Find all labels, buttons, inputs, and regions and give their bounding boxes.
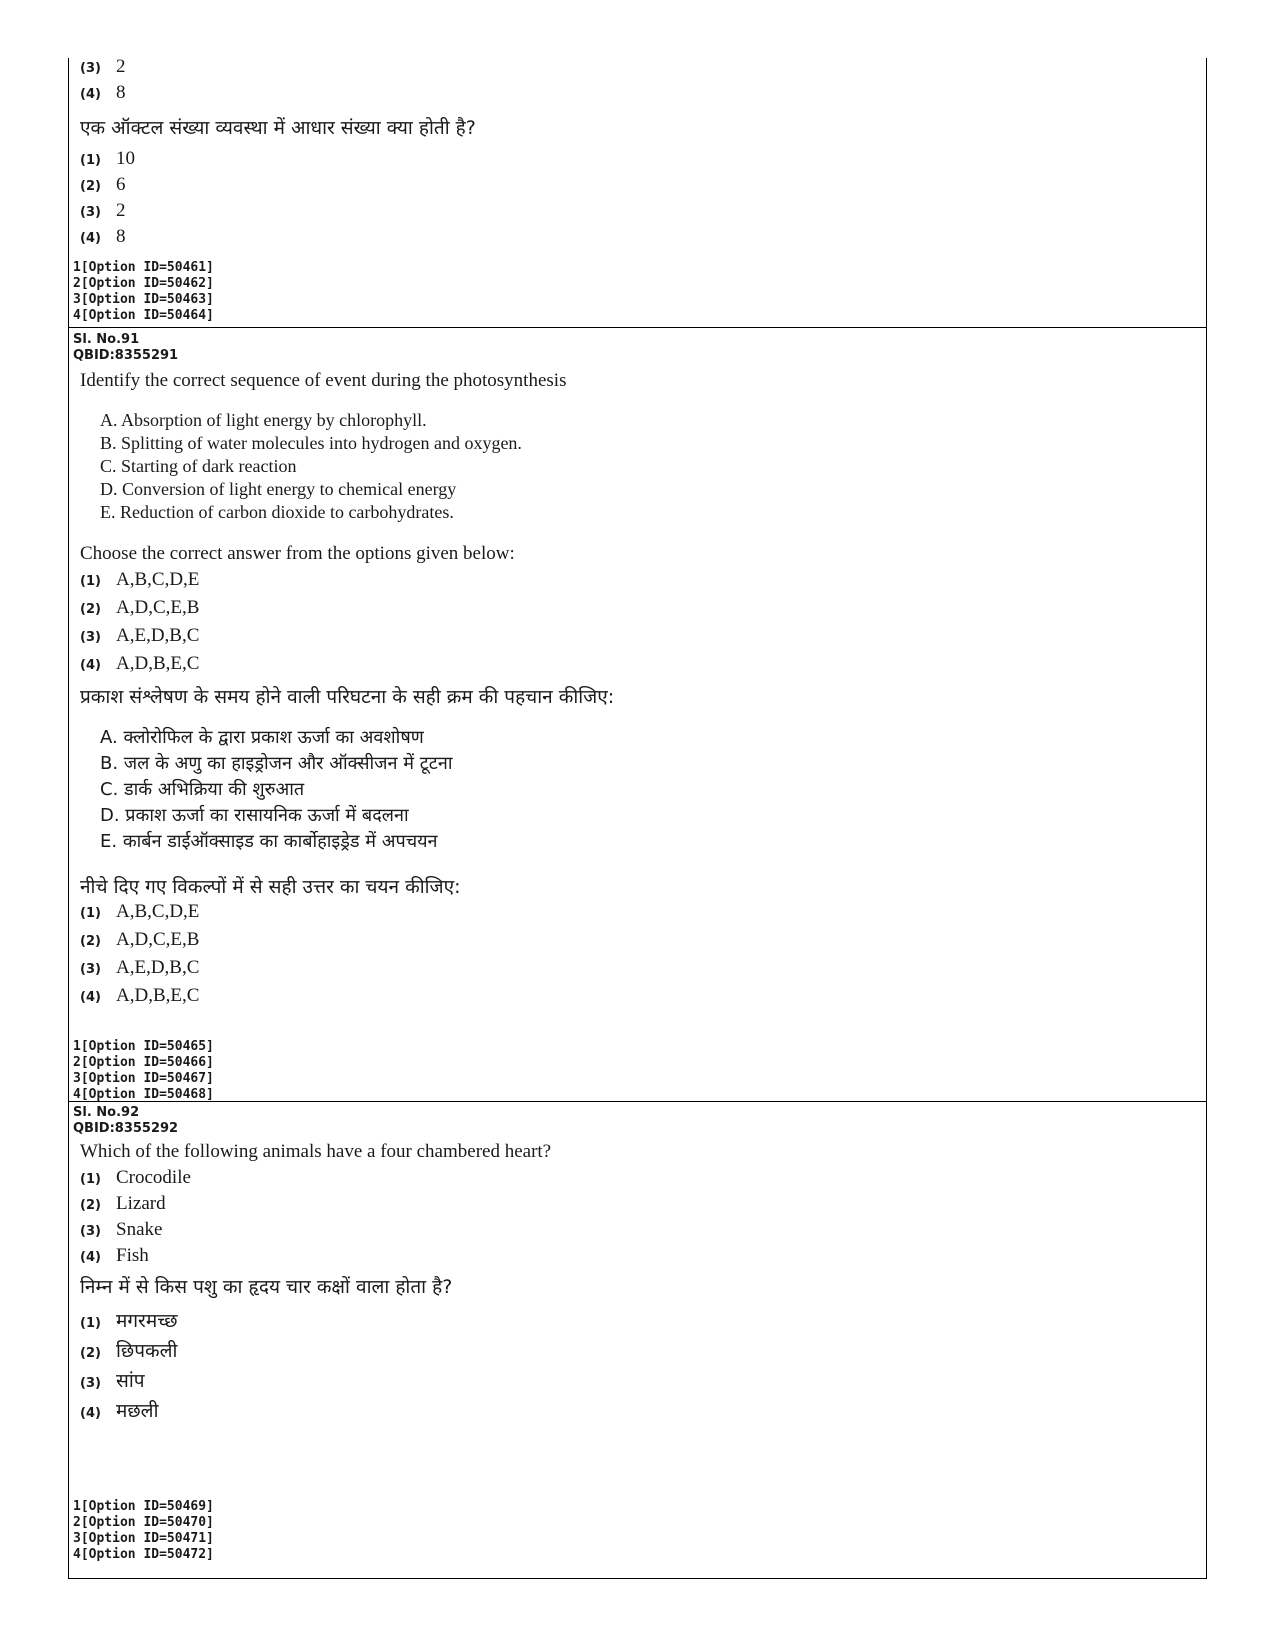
- option-number: (4): [80, 1250, 101, 1265]
- option-item: [80, 174, 1206, 200]
- option-number: (2): [80, 934, 101, 949]
- option-text: Crocodile: [116, 1167, 191, 1188]
- option-number: (1): [80, 153, 101, 168]
- option-id: 1[Option ID=50469]: [73, 1499, 214, 1514]
- option-item: [80, 56, 1206, 82]
- option-item: [80, 625, 1206, 653]
- option-text: 2: [116, 56, 126, 77]
- option-item: [80, 929, 1206, 957]
- option-number: (2): [80, 179, 101, 194]
- option-text: A,E,D,B,C: [116, 625, 200, 646]
- option-number: (3): [80, 1376, 101, 1391]
- option-number: (2): [80, 1346, 101, 1361]
- statement-item: E. Reduction of carbon dioxide to carbohydrates.: [100, 502, 454, 522]
- option-id: 4[Option ID=50472]: [73, 1547, 214, 1562]
- option-id-list: [69, 1039, 214, 1103]
- option-number: (3): [80, 205, 101, 220]
- option-item: [80, 200, 1206, 226]
- option-number: (1): [80, 574, 101, 589]
- option-id: 4[Option ID=50464]: [73, 308, 214, 323]
- option-id-list: [69, 1499, 214, 1563]
- option-text: A,D,C,E,B: [116, 929, 200, 950]
- option-item: [80, 1367, 1206, 1397]
- option-number: (3): [80, 962, 101, 977]
- question-text: Identify the correct sequence of event during the photosynthesis: [80, 370, 567, 391]
- option-list-hindi: [69, 1307, 1206, 1427]
- statement-list: [69, 409, 1206, 524]
- option-number: (1): [80, 906, 101, 921]
- section-divider: [69, 327, 1206, 328]
- option-item: [80, 1337, 1206, 1367]
- option-item: [80, 1167, 1206, 1193]
- instruction-text-hindi: नीचे दिए गए विकल्पों में से सही उत्तर का चयन कीजिए:: [80, 876, 461, 898]
- question-text-hindi: प्रकाश संश्लेषण के समय होने वाली परिघटना के सही क्रम की पहचान कीजिए:: [80, 686, 615, 708]
- option-item: [80, 597, 1206, 625]
- statement-item: B. Splitting of water molecules into hydrogen and oxygen.: [100, 433, 522, 453]
- option-text: 8: [116, 82, 126, 103]
- statement-item: B. जल के अणु का हाइड्रोजन और ऑक्सीजन में टूटना: [100, 753, 453, 774]
- option-number: (4): [80, 658, 101, 673]
- option-text: 6: [116, 174, 126, 195]
- option-number: (3): [80, 61, 101, 76]
- option-number: (3): [80, 630, 101, 645]
- section-divider: [69, 1101, 1206, 1102]
- option-text: A,D,C,E,B: [116, 597, 200, 618]
- option-number: (1): [80, 1172, 101, 1187]
- option-id: 2[Option ID=50470]: [73, 1515, 214, 1530]
- option-text: 8: [116, 226, 126, 247]
- statement-item: A. Absorption of light energy by chlorophyll.: [100, 410, 427, 430]
- serial-number: Sl. No.92: [73, 1105, 140, 1120]
- option-item: [80, 1307, 1206, 1337]
- option-text: A,E,D,B,C: [116, 957, 200, 978]
- option-id: 3[Option ID=50467]: [73, 1071, 214, 1086]
- option-item: [80, 1397, 1206, 1427]
- option-text: 10: [116, 148, 135, 169]
- option-text: A,B,C,D,E: [116, 901, 200, 922]
- option-item: [80, 1219, 1206, 1245]
- option-id-list: [69, 260, 214, 324]
- qbid: QBID:8355291: [73, 348, 179, 363]
- question-sheet: [68, 58, 1207, 1579]
- question-block-92: [69, 1105, 1206, 1562]
- option-id: 1[Option ID=50461]: [73, 260, 214, 275]
- option-text: छिपकली: [116, 1340, 178, 1362]
- option-item: [80, 653, 1206, 681]
- option-list-hindi: [69, 901, 1206, 1013]
- option-number: (2): [80, 602, 101, 617]
- option-item: [80, 985, 1206, 1013]
- option-text: सांप: [116, 1370, 145, 1392]
- statement-item: D. प्रकाश ऊर्जा का रासायनिक ऊर्जा में बदलना: [100, 805, 409, 826]
- option-text: Fish: [116, 1245, 149, 1266]
- option-list: [69, 569, 1206, 681]
- option-id: 1[Option ID=50465]: [73, 1039, 214, 1054]
- statement-item: C. Starting of dark reaction: [100, 456, 297, 476]
- option-id: 4[Option ID=50468]: [73, 1087, 214, 1102]
- option-id: 2[Option ID=50466]: [73, 1055, 214, 1070]
- statement-item: A. क्लोरोफिल के द्वारा प्रकाश ऊर्जा का अवशोषण: [100, 727, 424, 748]
- option-text: A,B,C,D,E: [116, 569, 200, 590]
- option-number: (3): [80, 1224, 101, 1239]
- question-text: Which of the following animals have a four chambered heart?: [80, 1141, 552, 1162]
- option-id: 3[Option ID=50463]: [73, 292, 214, 307]
- option-text: मछली: [116, 1400, 159, 1422]
- instruction-text: Choose the correct answer from the options given below:: [80, 543, 515, 564]
- option-id: 2[Option ID=50462]: [73, 276, 214, 291]
- option-item: [80, 226, 1206, 252]
- option-item: [80, 957, 1206, 985]
- option-number: (4): [80, 990, 101, 1005]
- option-text: A,D,B,E,C: [116, 985, 200, 1006]
- statement-item: E. कार्बन डाईऑक्साइड का कार्बोहाइड्रेड में अपचयन: [100, 831, 438, 852]
- option-number: (4): [80, 231, 101, 246]
- option-item: [80, 148, 1206, 174]
- statement-item: D. Conversion of light energy to chemical energy: [100, 479, 457, 499]
- option-number: (1): [80, 1316, 101, 1331]
- option-list: [69, 1167, 1206, 1271]
- option-item: [80, 1245, 1206, 1271]
- option-number: (4): [80, 1406, 101, 1421]
- option-item: [80, 901, 1206, 929]
- option-text: 2: [116, 200, 126, 221]
- option-item: [80, 82, 1206, 110]
- option-number: (4): [80, 87, 101, 102]
- question-text-hindi: एक ऑक्टल संख्या व्यवस्था में आधार संख्या क्या होती है?: [80, 117, 476, 139]
- question-text-hindi: निम्न में से किस पशु का हृदय चार कक्षों वाला होता है?: [80, 1276, 453, 1298]
- option-id: 3[Option ID=50471]: [73, 1531, 214, 1546]
- question-block-90: [69, 56, 1206, 323]
- statement-item: C. डार्क अभिक्रिया की शुरुआत: [100, 779, 305, 800]
- option-text: मगरमच्छ: [116, 1310, 178, 1332]
- option-item: [80, 569, 1206, 597]
- option-number: (2): [80, 1198, 101, 1213]
- question-block-91: [69, 332, 1206, 1102]
- option-text: Snake: [116, 1219, 163, 1240]
- option-item: [80, 1193, 1206, 1219]
- qbid: QBID:8355292: [73, 1121, 179, 1136]
- option-text: A,D,B,E,C: [116, 653, 200, 674]
- statement-list-hindi: [69, 725, 1206, 855]
- option-text: Lizard: [116, 1193, 166, 1214]
- serial-number: Sl. No.91: [73, 332, 140, 347]
